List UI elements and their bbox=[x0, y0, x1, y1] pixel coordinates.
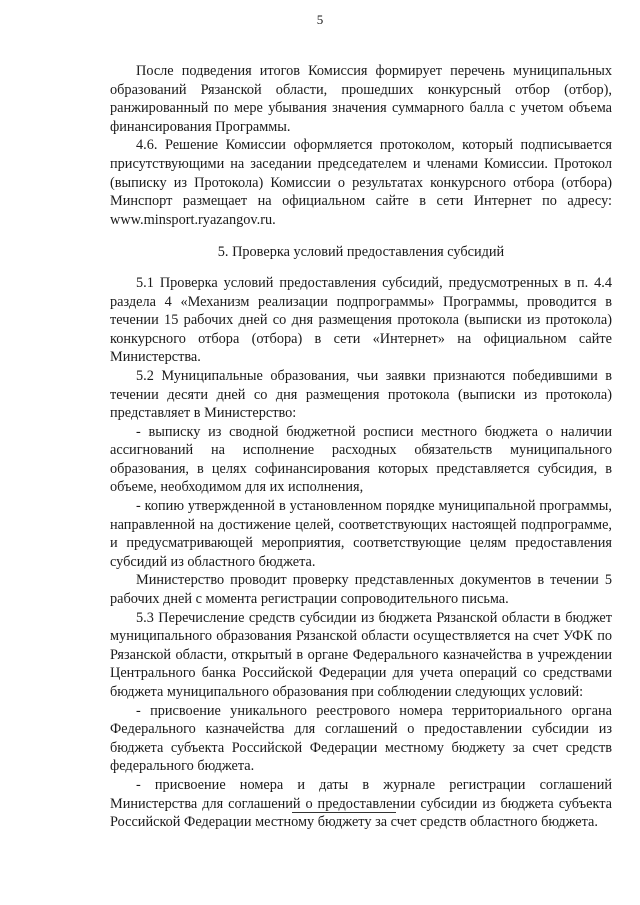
paragraph-5-3: 5.3 Перечисление средств субсидии из бюджета Рязанской области в бюджет муниципального образования Рязанской области осуществляется на счет УФК по Рязанской области, открытый в органе Федерального казначейства в учреждении Центрального банка Российской Федерации для учета операций со средствами бюджета муниципального образования при соблюдении следующих условий: bbox=[110, 609, 612, 700]
paragraph-ministry-check: Министерство проводит проверку представленных документов в течении 5 рабочих дней с момента регистрации сопроводительного письма. bbox=[110, 572, 612, 608]
paragraph-commission-list: После подведения итогов Комиссия формирует перечень муниципальных образований Рязанской области, прошедших конкурсный отбор (отбор), ранжированный по мере убывания значения суммарного балла с учетом объема финансирования Программы. bbox=[110, 63, 612, 135]
paragraph-5-2: 5.2 Муниципальные образования, чьи заявки признаются победившими в течении десяти дней со дня размещения протокола (выписки из протокола) представляет в Министерство: bbox=[110, 367, 612, 422]
paragraph-4-6: 4.6. Решение Комиссии оформляется протоколом, который подписывается присутствующими на заседании председателем и членами Комиссии. Протокол (выписку из Протокола) Комиссии о результатах конкурсного отбора (отбора) Минспорт размещает на официальном сайте в сети Интернет по адресу: www.minsport.ryazangov.ru. bbox=[110, 137, 612, 228]
list-item-program-copy: - копию утвержденной в установленном порядке муниципальной программы, направленной на достижение целей, соответствующих настоящей подпрограмме, и предусматривающей мероприятия, соответствующие целям предоставления субсидий из областного бюджета. bbox=[110, 498, 612, 570]
list-item-registry-number: - присвоение уникального реестрового номера территориального органа Федерального казначейства для соглашений о предоставлении субсидии из бюджета субъекта Российской Федерации местному бюджету за счет средств федерального бюджета. bbox=[110, 702, 612, 775]
end-divider bbox=[292, 812, 396, 813]
list-item-journal-number: - присвоение номера и даты в журнале регистрации соглашений Министерства для соглашений о предоставлении субсидии из бюджета субъекта Российской Федерации местному бюджету за счет средств областного бюджета. bbox=[110, 776, 612, 831]
page-number: 5 bbox=[316, 12, 324, 27]
paragraph-5-1: 5.1 Проверка условий предоставления субсидий, предусмотренных в п. 4.4 раздела 4 «Механизм реализации подпрограммы» Программы, проводится в течении 15 рабочих дней со дня размещения протокола (выписки из протокола) конкурсного отбора (отбора) в сети «Интернет» на официальном сайте Министерства. bbox=[110, 274, 612, 366]
section-heading-5: 5. Проверка условий предоставления субсидий bbox=[217, 244, 505, 261]
list-item-budget-extract: - выписку из сводной бюджетной росписи местного бюджета о наличии ассигнований на исполнение расходных обязательств муниципального образования, в целях софинансирования которых представляется субсидия, в объеме, необходимом для их исполнения, bbox=[110, 423, 612, 496]
document-body bbox=[110, 62, 612, 832]
